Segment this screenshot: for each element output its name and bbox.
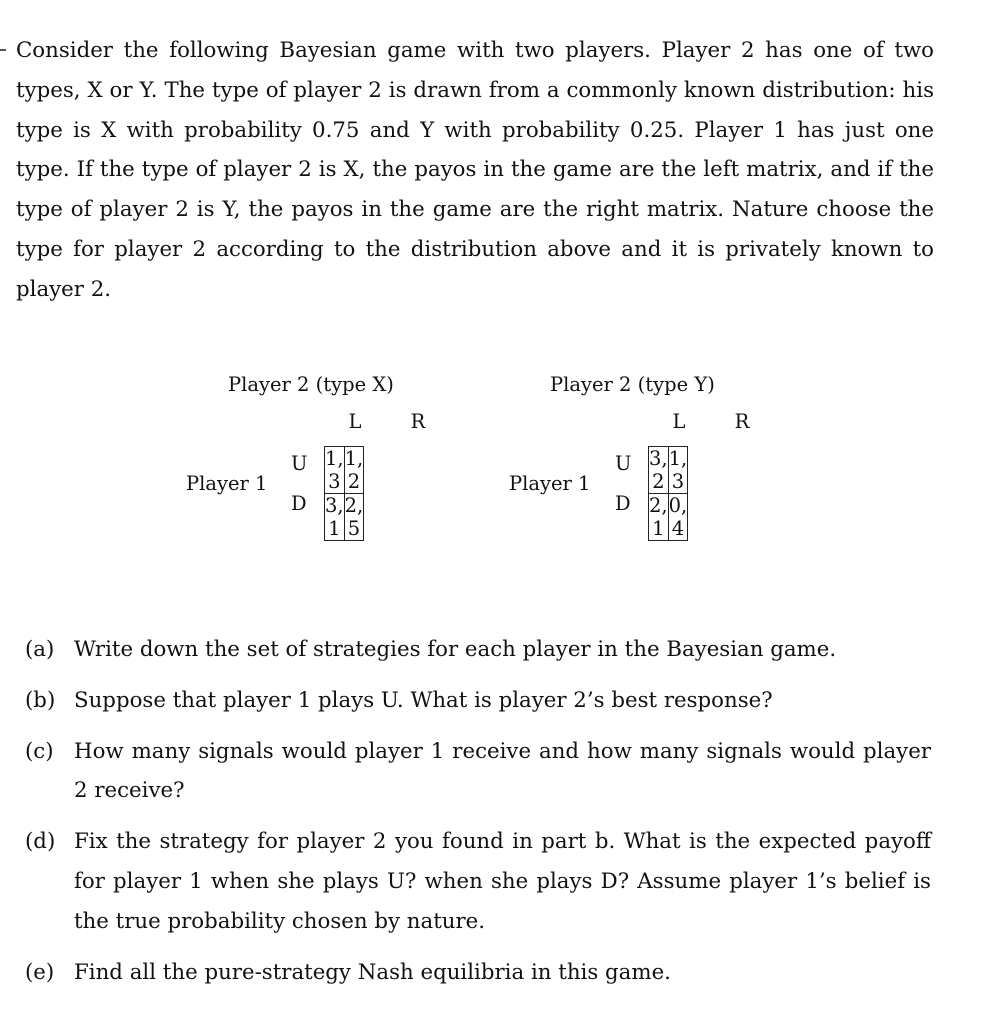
game-caption: Player 2 (type Y) [550,373,715,396]
col-label-l: L [672,410,686,433]
question-label: (b) [25,687,56,713]
table-row [649,494,688,541]
question-text: Suppose that player 1 plays U. What is player 2’s best response? [74,687,773,713]
payoff-cell: 2, 5 [344,494,364,540]
payoff-cell: 1, 3 [325,447,344,493]
table-row [649,447,688,494]
question-e [25,953,931,993]
question-list [25,630,931,1003]
row-label-u: U [615,452,632,475]
payoff-cell: 1, 3 [668,447,688,493]
table-row [325,447,364,494]
table-row [325,494,364,541]
question-label: (a) [25,637,55,662]
payoff-cell: 0, 4 [668,494,688,540]
question-text: Write down the set of strategies for each player in the Bayesian game. [74,637,837,662]
game-caption: Player 2 (type X) [228,373,394,396]
row-label-u: U [291,452,308,475]
row-label-d: D [615,492,631,515]
question-b [25,681,931,721]
question-c [25,732,931,812]
row-player-label: Player 1 [186,472,268,495]
col-label-r: R [410,410,426,433]
margin-mark [0,49,6,51]
question-text: Fix the strategy for player 2 you found in part b. What is the expected payoff for player 1 when she plays U? when she plays D? Assume player 1’s belief is the true probability chosen by nature. [74,829,931,934]
question-text: How many signals would player 1 receive and how many signals would player 2 receive? [74,738,931,804]
payoff-cell: 3, 2 [649,447,668,493]
question-a [25,630,931,670]
payoff-table [324,446,364,541]
payoff-cell: 3, 1 [325,494,344,540]
question-d [25,822,931,941]
payoff-cell: 1, 2 [344,447,364,493]
row-label-d: D [291,492,307,515]
question-label: (e) [25,959,55,985]
question-label: (c) [25,738,54,764]
question-text: Find all the pure-strategy Nash equilibria in this game. [74,959,671,985]
col-label-r: R [734,410,750,433]
col-label-l: L [348,410,362,433]
question-label: (d) [25,829,56,855]
problem-intro: Consider the following Bayesian game with two players. Player 2 has one of two types, X or Y. The type of player 2 is drawn from a commonly known distribution: his type is X with probability 0.75 and Y with probability 0.25. Player 1 has just one type. If the type of player 2 is X, the payos in the game are the left matrix, and if the type of player 2 is Y, the payos in the game are the right matrix. Nature choose the type for player 2 according to the distribution above and it is privately known to player 2. [16,38,934,302]
payoff-table [648,446,688,541]
payoff-cell: 2, 1 [649,494,668,540]
row-player-label: Player 1 [509,472,591,495]
